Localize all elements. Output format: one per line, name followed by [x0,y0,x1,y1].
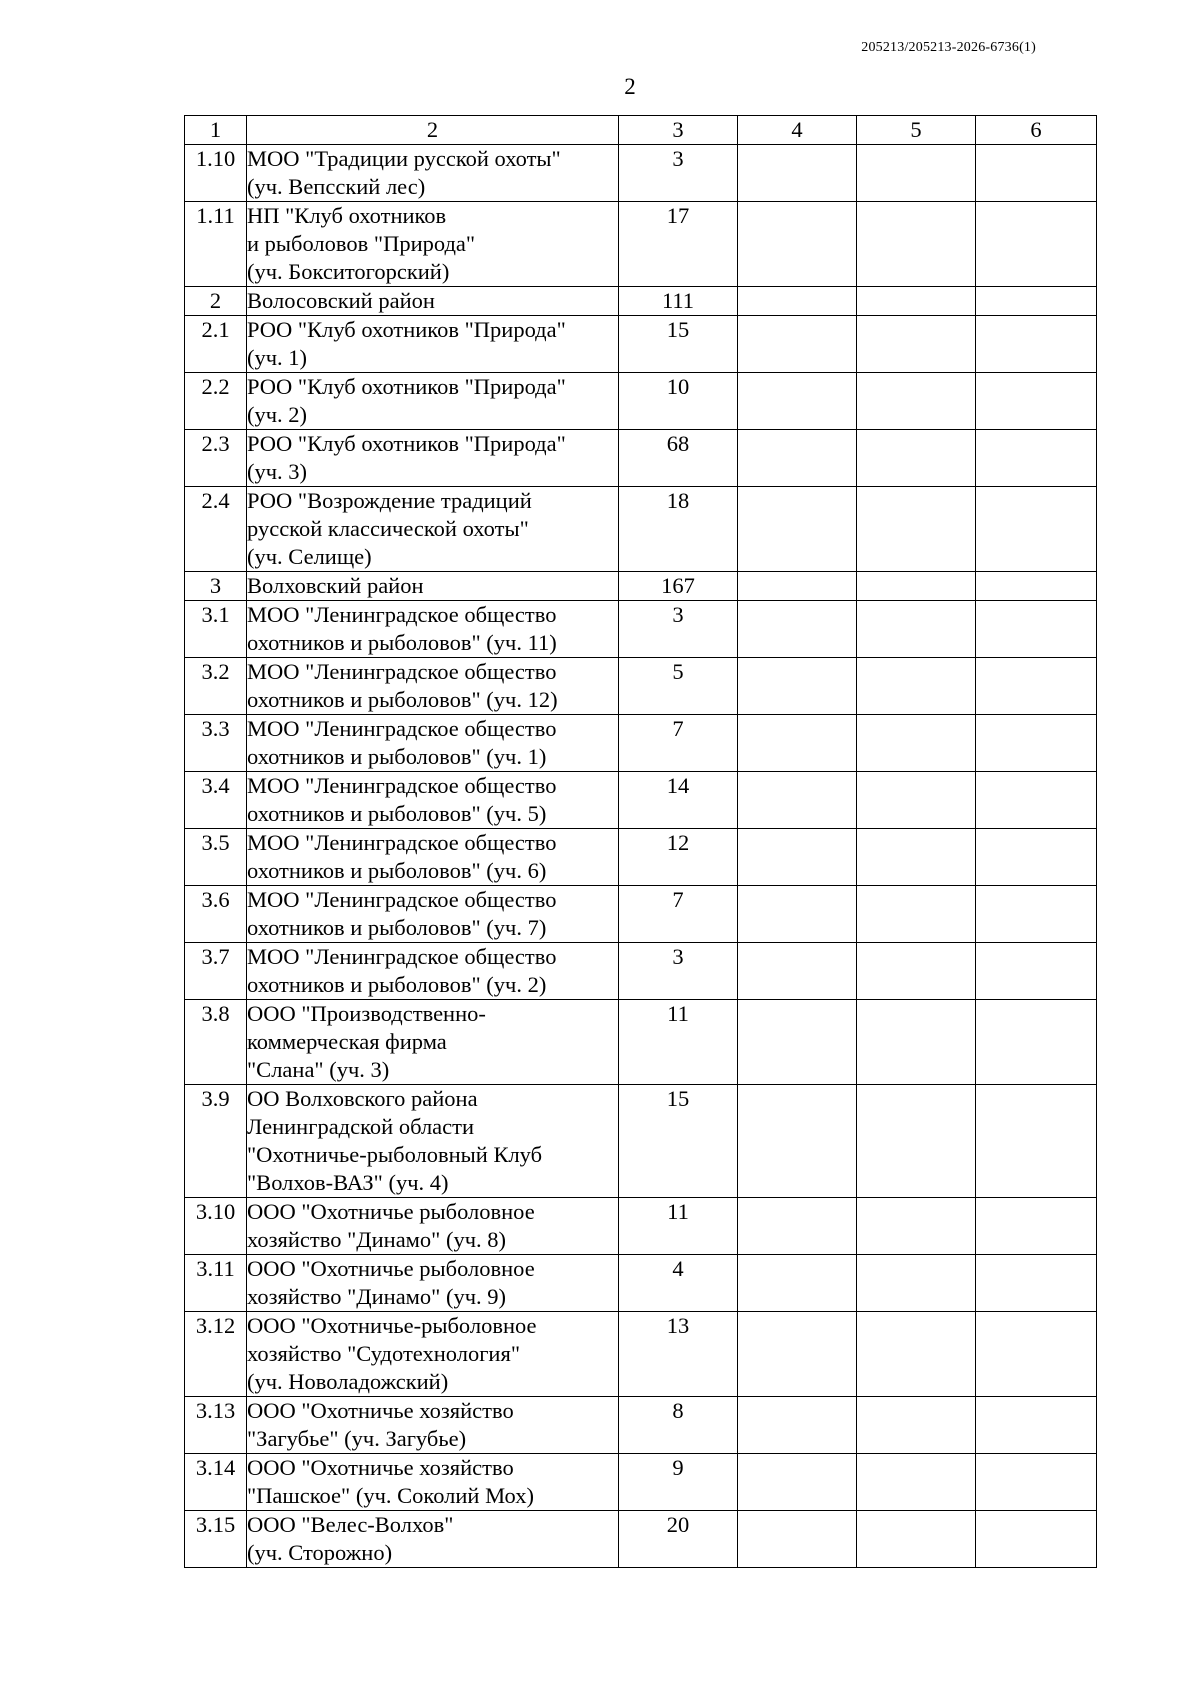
organization-name-line: "Волхов-ВАЗ" (уч. 4) [247,1170,449,1195]
empty-cell-col-4 [738,886,857,943]
organization-name-line: "Загубье" (уч. Загубье) [247,1426,467,1451]
empty-cell-col-5 [857,772,976,829]
empty-cell-col-5 [857,487,976,572]
organization-name-line: ООО "Велес-Волхов" [247,1512,454,1537]
row-value: 4 [619,1255,738,1312]
organization-name-line: (уч. 2) [247,402,308,427]
empty-cell-col-5 [857,1000,976,1085]
page-number: 2 [624,74,636,99]
empty-cell-col-6 [976,430,1097,487]
organization-name-line: (уч. Вепсский лес) [247,174,426,199]
empty-cell-col-4 [738,430,857,487]
organization-name-line: ОО Волховского района [247,1086,478,1111]
empty-cell-col-6 [976,373,1097,430]
empty-cell-col-4 [738,1511,857,1568]
empty-cell-col-5 [857,572,976,601]
organization-name-line: МОО "Традиции русской охоты" [247,146,561,171]
empty-cell-col-5 [857,943,976,1000]
column-header-3: 3 [619,116,738,145]
organization-name-line: охотников и рыболовов" (уч. 5) [247,801,547,826]
organization-name-line: охотников и рыболовов" (уч. 6) [247,858,547,883]
empty-cell-col-6 [976,1454,1097,1511]
row-number: 3.3 [185,715,247,772]
table-row [185,287,1097,316]
table-row [185,1454,1097,1511]
table-row [185,373,1097,430]
table-row [185,772,1097,829]
column-header-4: 4 [738,116,857,145]
empty-cell-col-4 [738,572,857,601]
empty-cell-col-6 [976,316,1097,373]
row-value: 11 [619,1000,738,1085]
organization-name [247,487,619,572]
organization-name-line: хозяйство "Динамо" (уч. 9) [247,1284,507,1309]
organization-name [247,1198,619,1255]
table-row [185,715,1097,772]
empty-cell-col-6 [976,145,1097,202]
empty-cell-col-5 [857,601,976,658]
empty-cell-col-4 [738,1397,857,1454]
row-value: 12 [619,829,738,886]
table-body [185,145,1097,1568]
empty-cell-col-6 [976,886,1097,943]
row-value: 15 [619,1085,738,1198]
empty-cell-col-4 [738,1085,857,1198]
organization-name-line: коммерческая фирма [247,1029,447,1054]
organization-name-line: "Пашское" (уч. Соколий Мох) [247,1483,534,1508]
empty-cell-col-5 [857,1454,976,1511]
column-header-5: 5 [857,116,976,145]
organization-name-line: хозяйство "Динамо" (уч. 8) [247,1227,507,1252]
organization-name [247,1000,619,1085]
row-value: 10 [619,373,738,430]
empty-cell-col-6 [976,943,1097,1000]
organization-name-line: РОО "Клуб охотников "Природа" [247,374,566,399]
row-number: 3.9 [185,1085,247,1198]
organization-name-line: (уч. 3) [247,459,308,484]
empty-cell-col-5 [857,1511,976,1568]
data-table [184,115,1097,1568]
organization-name [247,658,619,715]
row-value: 3 [619,601,738,658]
organization-name-line: РОО "Возрождение традиций [247,488,532,513]
empty-cell-col-4 [738,715,857,772]
empty-cell-col-4 [738,1454,857,1511]
organization-name-line: русской классической охоты" [247,516,529,541]
empty-cell-col-5 [857,1085,976,1198]
organization-name-line: охотников и рыболовов" (уч. 12) [247,687,558,712]
row-value: 5 [619,658,738,715]
empty-cell-col-6 [976,1198,1097,1255]
row-number: 3 [185,572,247,601]
empty-cell-col-6 [976,1255,1097,1312]
table-row [185,943,1097,1000]
row-number: 3.11 [185,1255,247,1312]
row-number: 2.4 [185,487,247,572]
empty-cell-col-6 [976,1511,1097,1568]
organization-name-line: (уч. Новоладожский) [247,1369,449,1394]
row-number: 3.10 [185,1198,247,1255]
row-value: 7 [619,886,738,943]
empty-cell-col-5 [857,886,976,943]
row-value: 15 [619,316,738,373]
empty-cell-col-4 [738,145,857,202]
row-value: 167 [619,572,738,601]
header-row [185,116,1097,145]
organization-name-line: ООО "Производственно- [247,1001,486,1026]
empty-cell-col-6 [976,202,1097,287]
organization-name-line: Волховский район [247,573,424,598]
organization-name-line: (уч. Сторожно) [247,1540,393,1565]
empty-cell-col-6 [976,772,1097,829]
organization-name-line: РОО "Клуб охотников "Природа" [247,431,566,456]
table-row [185,430,1097,487]
column-header-6: 6 [976,116,1097,145]
organization-name-line: ООО "Охотничье-рыболовное [247,1313,537,1338]
empty-cell-col-4 [738,943,857,1000]
empty-cell-col-5 [857,1255,976,1312]
empty-cell-col-5 [857,287,976,316]
row-value: 111 [619,287,738,316]
empty-cell-col-4 [738,1312,857,1397]
organization-name [247,1312,619,1397]
organization-name-line: Ленинградской области [247,1114,475,1139]
row-value: 7 [619,715,738,772]
table-header [185,116,1097,145]
empty-cell-col-6 [976,715,1097,772]
organization-name [247,202,619,287]
empty-cell-col-6 [976,1397,1097,1454]
organization-name [247,601,619,658]
row-number: 2.3 [185,430,247,487]
empty-cell-col-6 [976,829,1097,886]
organization-name [247,1397,619,1454]
organization-name-line: ООО "Охотничье рыболовное [247,1256,535,1281]
table-row [185,1198,1097,1255]
organization-name-line: ООО "Охотничье хозяйство [247,1398,514,1423]
empty-cell-col-4 [738,202,857,287]
empty-cell-col-5 [857,373,976,430]
row-number: 3.13 [185,1397,247,1454]
row-number: 2.2 [185,373,247,430]
table-row [185,1397,1097,1454]
table-row [185,658,1097,715]
empty-cell-col-4 [738,772,857,829]
row-number: 3.7 [185,943,247,1000]
organization-name-line: ООО "Охотничье хозяйство [247,1455,514,1480]
table-row [185,1312,1097,1397]
empty-cell-col-4 [738,1000,857,1085]
organization-name [247,829,619,886]
row-number: 2.1 [185,316,247,373]
organization-name-line: "Охотничье-рыболовный Клуб [247,1142,543,1167]
row-number: 3.12 [185,1312,247,1397]
empty-cell-col-5 [857,1397,976,1454]
organization-name-line: Волосовский район [247,288,435,313]
organization-name-line: МОО "Ленинградское общество [247,659,557,684]
empty-cell-col-4 [738,1255,857,1312]
row-value: 9 [619,1454,738,1511]
empty-cell-col-5 [857,715,976,772]
organization-name-line: (уч. 1) [247,345,308,370]
organization-name [247,373,619,430]
organization-name-line: "Слана" (уч. 3) [247,1057,390,1082]
organization-name-line: охотников и рыболовов" (уч. 2) [247,972,547,997]
organization-name [247,1511,619,1568]
organization-name-line: МОО "Ленинградское общество [247,602,557,627]
empty-cell-col-4 [738,316,857,373]
empty-cell-col-4 [738,373,857,430]
organization-name-line: хозяйство "Судотехнология" [247,1341,520,1366]
empty-cell-col-6 [976,487,1097,572]
organization-name [247,943,619,1000]
empty-cell-col-5 [857,829,976,886]
organization-name-line: (уч. Селище) [247,544,372,569]
organization-name-line: МОО "Ленинградское общество [247,773,557,798]
organization-name [247,145,619,202]
empty-cell-col-6 [976,572,1097,601]
empty-cell-col-4 [738,1198,857,1255]
organization-name-line: НП "Клуб охотников [247,203,447,228]
table-row [185,145,1097,202]
table-row [185,202,1097,287]
column-header-2: 2 [247,116,619,145]
empty-cell-col-4 [738,658,857,715]
organization-name [247,772,619,829]
table-row [185,601,1097,658]
organization-name [247,1085,619,1198]
empty-cell-col-5 [857,658,976,715]
organization-name [247,1454,619,1511]
organization-name-line: ООО "Охотничье рыболовное [247,1199,535,1224]
table-row [185,1511,1097,1568]
organization-name-line: МОО "Ленинградское общество [247,887,557,912]
row-value: 17 [619,202,738,287]
organization-name-line: охотников и рыболовов" (уч. 11) [247,630,557,655]
row-number: 1.11 [185,202,247,287]
row-number: 2 [185,287,247,316]
row-number: 3.4 [185,772,247,829]
organization-name [247,287,619,316]
organization-name [247,572,619,601]
empty-cell-col-6 [976,1085,1097,1198]
table-row [185,1085,1097,1198]
table-row [185,316,1097,373]
empty-cell-col-5 [857,202,976,287]
organization-name [247,430,619,487]
empty-cell-col-5 [857,316,976,373]
organization-name [247,715,619,772]
organization-name [247,316,619,373]
empty-cell-col-6 [976,601,1097,658]
row-number: 3.1 [185,601,247,658]
row-value: 3 [619,943,738,1000]
table-row [185,829,1097,886]
empty-cell-col-6 [976,658,1097,715]
row-value: 68 [619,430,738,487]
organization-name-line: МОО "Ленинградское общество [247,830,557,855]
row-number: 3.2 [185,658,247,715]
row-number: 3.15 [185,1511,247,1568]
row-number: 3.5 [185,829,247,886]
table-row [185,886,1097,943]
row-value: 13 [619,1312,738,1397]
empty-cell-col-4 [738,287,857,316]
organization-name-line: (уч. Бокситогорский) [247,259,450,284]
row-number: 1.10 [185,145,247,202]
organization-name-line: РОО "Клуб охотников "Природа" [247,317,566,342]
row-value: 3 [619,145,738,202]
empty-cell-col-5 [857,145,976,202]
table-row [185,1000,1097,1085]
organization-name-line: охотников и рыболовов" (уч. 7) [247,915,547,940]
document-id: 205213/205213-2026-6736(1) [861,40,1036,55]
row-value: 18 [619,487,738,572]
row-value: 11 [619,1198,738,1255]
empty-cell-col-6 [976,1312,1097,1397]
organization-name-line: МОО "Ленинградское общество [247,716,557,741]
row-value: 14 [619,772,738,829]
row-number: 3.14 [185,1454,247,1511]
column-header-1: 1 [185,116,247,145]
empty-cell-col-6 [976,1000,1097,1085]
row-value: 8 [619,1397,738,1454]
organization-name-line: охотников и рыболовов" (уч. 1) [247,744,547,769]
organization-name-line: МОО "Ленинградское общество [247,944,557,969]
table-row [185,572,1097,601]
empty-cell-col-6 [976,287,1097,316]
empty-cell-col-5 [857,1312,976,1397]
organization-name-line: и рыболовов "Природа" [247,231,476,256]
empty-cell-col-4 [738,601,857,658]
empty-cell-col-4 [738,829,857,886]
organization-name [247,886,619,943]
row-number: 3.8 [185,1000,247,1085]
table-row [185,487,1097,572]
organization-name [247,1255,619,1312]
row-number: 3.6 [185,886,247,943]
empty-cell-col-4 [738,487,857,572]
table-row [185,1255,1097,1312]
empty-cell-col-5 [857,430,976,487]
row-value: 20 [619,1511,738,1568]
empty-cell-col-5 [857,1198,976,1255]
